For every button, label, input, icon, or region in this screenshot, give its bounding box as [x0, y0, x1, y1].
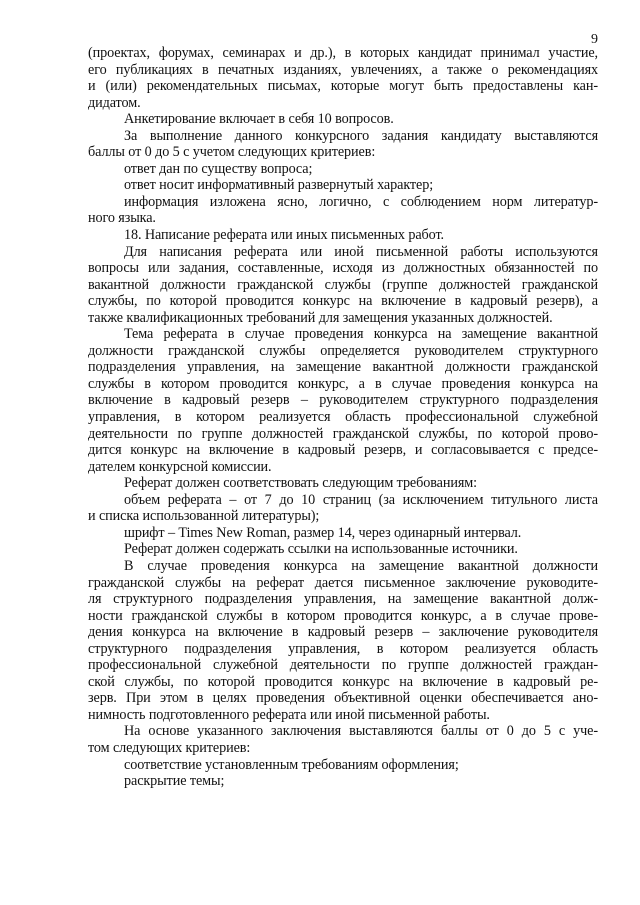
text-line: За выполнение данного конкурсного задания кандидату выставляются: [124, 127, 598, 144]
paragraph: [88, 773, 598, 790]
text-line: ля структурного подразделения управления, на замещение вакантной долж-: [88, 591, 598, 608]
paragraph: [88, 757, 598, 774]
text-line: дится конкурс на включение в кадровый резерв, и согласовывается с предсе-: [88, 442, 598, 459]
paragraph: [88, 525, 598, 542]
paragraph: [88, 111, 598, 128]
text-line: ного языка.: [88, 210, 156, 227]
text-line: также квалификационных требований для замещения указанных должностей.: [88, 309, 553, 326]
text-line: зерв. При этом в целях проведения объективной оценки обеспечивается ано-: [88, 690, 598, 707]
text-line: вакантной должности гражданской службы (группе должностей гражданской: [88, 276, 598, 293]
paragraph: [88, 541, 598, 558]
text-line: Реферат должен содержать ссылки на использованные источники.: [124, 541, 518, 558]
text-line: его публикациях в печатных изданиях, увлечениях, а также о рекомендациях: [88, 61, 598, 78]
text-line: подразделения управления, на замещение вакантной должности гражданской: [88, 359, 598, 376]
paragraph: [88, 475, 598, 492]
text-line: ответ дан по существу вопроса;: [124, 160, 313, 177]
text-line: ответ носит информативный развернутый характер;: [124, 177, 434, 194]
text-line: дения конкурса на включение в кадровый резерв – заключение руководителя: [88, 624, 598, 641]
text-line: нимность подготовленного реферата или иной письменной работы.: [88, 706, 490, 723]
paragraph: [88, 45, 598, 111]
text-line: раскрытие темы;: [124, 773, 225, 790]
text-line: информация изложена ясно, логично, с соблюдением норм литератур-: [124, 193, 598, 210]
text-line: деятельности по группе должностей гражданской службы, по которой прово-: [88, 425, 598, 442]
text-line: управления, в котором реализуется область профессиональной служебной: [88, 409, 598, 426]
paragraph: [88, 492, 598, 525]
paragraph: [88, 558, 598, 723]
text-line: дателем конкурсной комиссии.: [88, 458, 272, 475]
paragraph: [88, 326, 598, 475]
text-line: ности гражданской службы в котором проводится конкурс, а в случае прове-: [88, 607, 598, 624]
text-line: объем реферата – от 7 до 10 страниц (за исключением титульного листа: [124, 491, 598, 508]
paragraph: [88, 177, 598, 194]
text-line: должности гражданской службы определяется руководителем структурного: [88, 342, 598, 359]
document-body: [88, 45, 598, 790]
text-line: гражданской службы на реферат дается письменное заключение руководите-: [88, 574, 598, 591]
text-line: ской службы, по которой проводится конкурс на включение в кадровый ре-: [88, 673, 598, 690]
text-line: дидатом.: [88, 94, 141, 111]
paragraph: [88, 161, 598, 178]
text-line: 18. Написание реферата или иных письменных работ.: [124, 227, 444, 244]
text-line: шрифт – Times New Roman, размер 14, через одинарный интервал.: [124, 524, 522, 541]
text-line: Анкетирование включает в себя 10 вопросов.: [124, 111, 394, 128]
paragraph: [88, 723, 598, 756]
paragraph: [88, 227, 598, 244]
text-line: В случае проведения конкурса на замещение вакантной должности: [124, 557, 598, 574]
text-line: На основе указанного заключения выставляются баллы от 0 до 5 с уче-: [124, 723, 598, 740]
paragraph: [88, 128, 598, 161]
text-line: (проектах, форумах, семинарах и др.), в которых кандидат принимал участие,: [88, 45, 598, 61]
text-line: службы в котором проводится конкурс, а в случае проведения конкурса на: [88, 375, 598, 392]
text-line: Для написания реферата или иной письменной работы используются: [124, 243, 598, 260]
text-line: и (или) рекомендательных письмах, которые могут быть предоставлены кан-: [88, 78, 598, 95]
text-line: том следующих критериев:: [88, 739, 251, 756]
text-line: соответствие установленным требованиям оформления;: [124, 756, 459, 773]
paragraph: [88, 194, 598, 227]
text-line: профессиональной служебной деятельности по группе должностей граждан-: [88, 657, 598, 674]
page-number: 9: [591, 32, 598, 47]
paragraph: [88, 244, 598, 327]
text-line: Реферат должен соответствовать следующим требованиям:: [124, 475, 477, 492]
text-line: и списка использованной литературы);: [88, 508, 320, 525]
text-line: включение в кадровый резерв – руководителем структурного подразделения: [88, 392, 598, 409]
text-line: вопросы или задания, составленные, исходя из должностных обязанностей по: [88, 260, 598, 277]
text-line: Тема реферата в случае проведения конкурса на замещение вакантной: [124, 326, 598, 343]
text-line: службы, по которой проводится конкурс на включение в кадровый резерв), а: [88, 293, 598, 310]
text-line: структурного подразделения управления, в котором реализуется область: [88, 640, 598, 657]
text-line: баллы от 0 до 5 с учетом следующих критериев:: [88, 144, 376, 161]
